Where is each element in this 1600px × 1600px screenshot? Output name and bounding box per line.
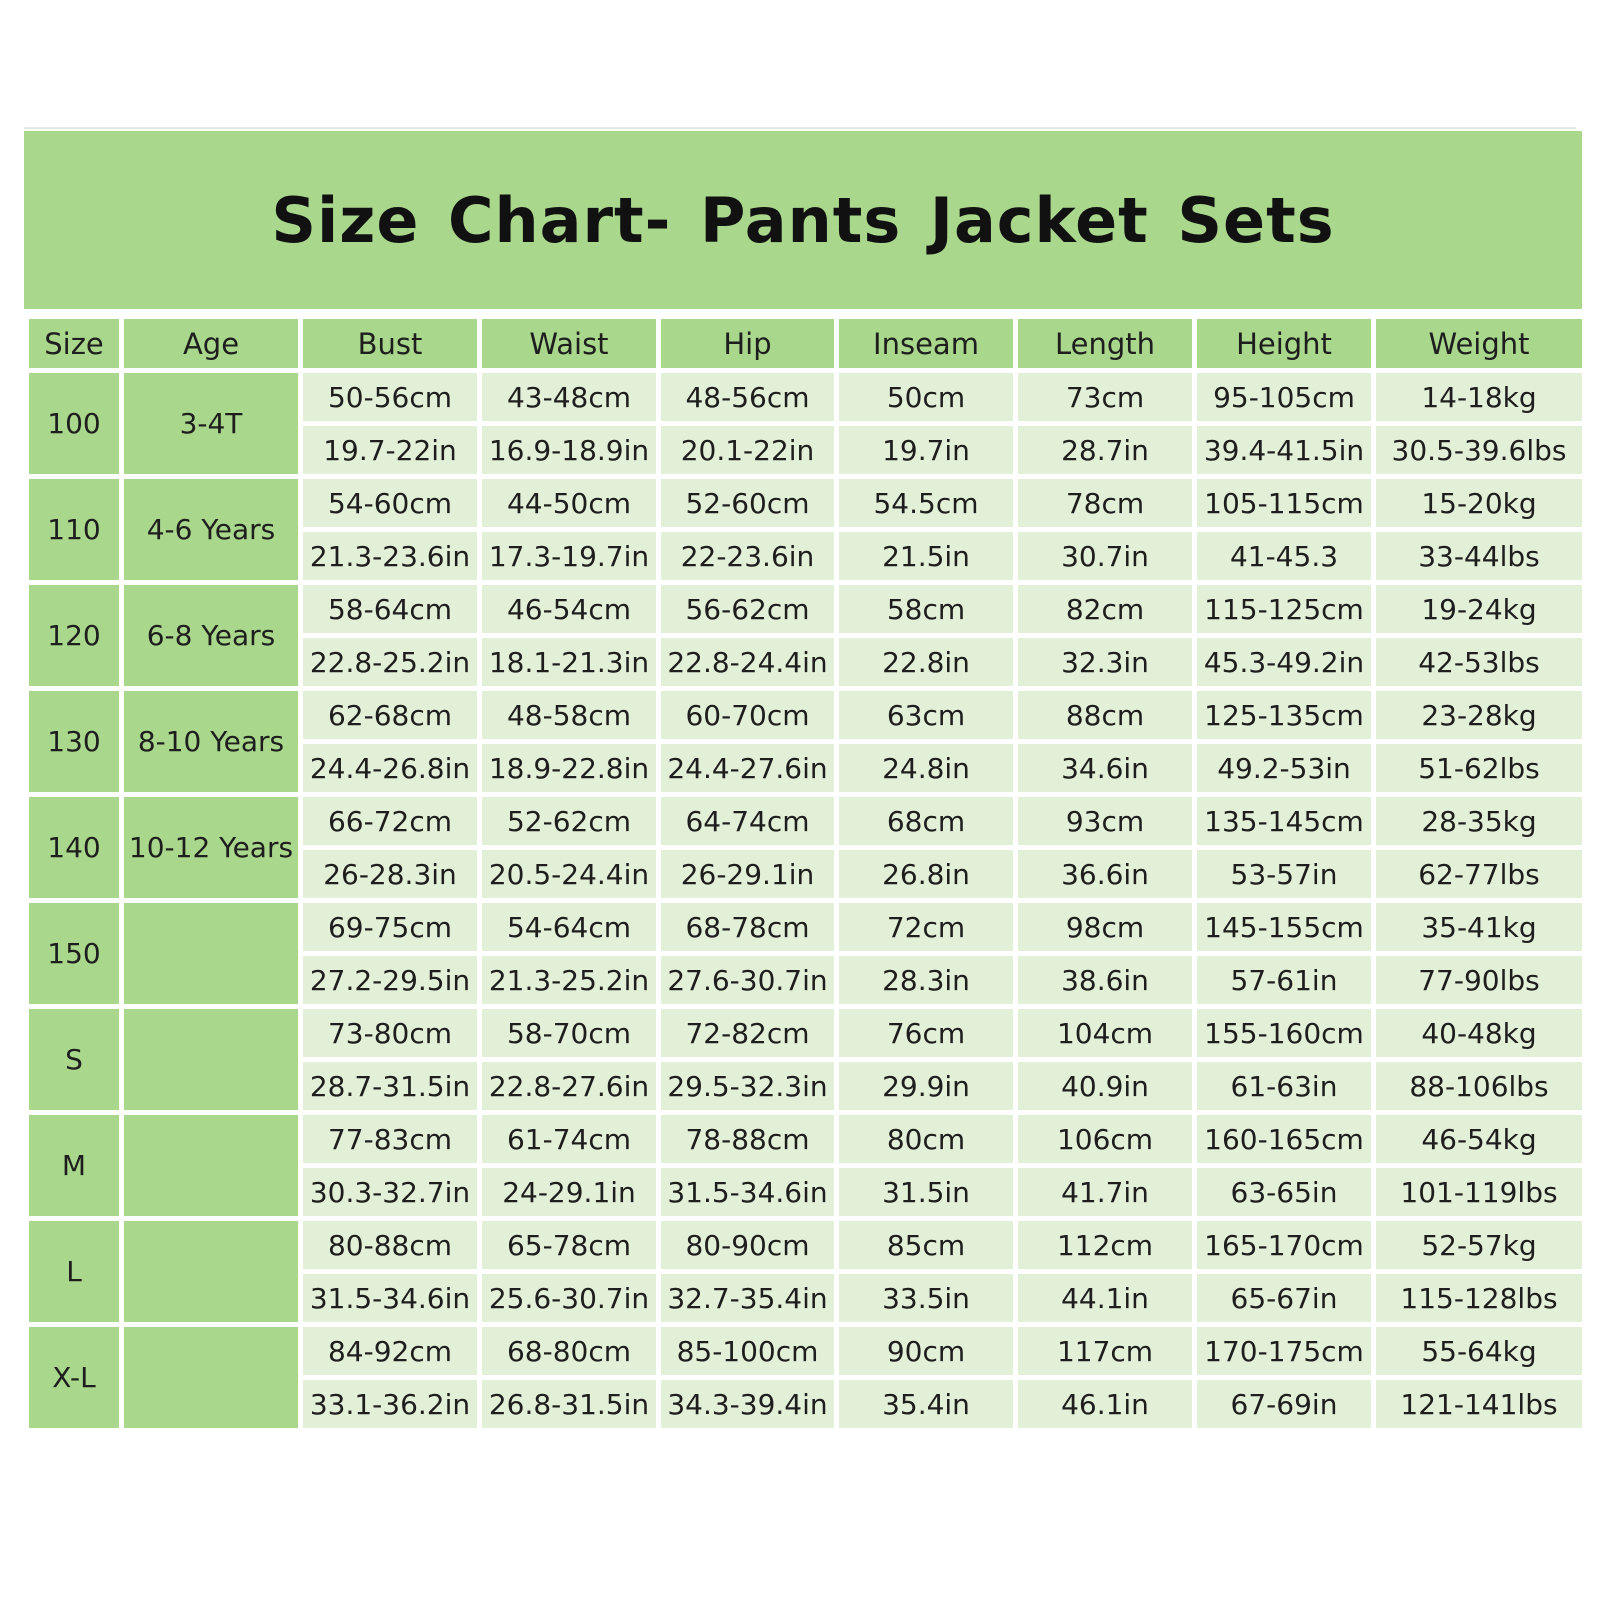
bust-in-cell: 26-28.3in <box>301 848 480 901</box>
height-cm-cell: 155-160cm <box>1195 1007 1374 1060</box>
height-cm-cell: 145-155cm <box>1195 901 1374 954</box>
weight-cm-cell: 40-48kg <box>1374 1007 1585 1060</box>
age-cell <box>122 1007 301 1113</box>
size-cell: 110 <box>27 477 122 583</box>
length-in-cell: 40.9in <box>1016 1060 1195 1113</box>
weight-cm-cell: 28-35kg <box>1374 795 1585 848</box>
hip-cm-cell: 85-100cm <box>659 1325 837 1378</box>
length-cm-cell: 73cm <box>1016 371 1195 424</box>
age-cell: 8-10 Years <box>122 689 301 795</box>
table-row <box>27 1219 1585 1272</box>
weight-cm-cell: 14-18kg <box>1374 371 1585 424</box>
height-cm-cell: 135-145cm <box>1195 795 1374 848</box>
inseam-in-cell: 21.5in <box>837 530 1016 583</box>
weight-in-cell: 42-53lbs <box>1374 636 1585 689</box>
bust-in-cell: 28.7-31.5in <box>301 1060 480 1113</box>
weight-cm-cell: 19-24kg <box>1374 583 1585 636</box>
inseam-in-cell: 24.8in <box>837 742 1016 795</box>
height-in-cell: 41-45.3 <box>1195 530 1374 583</box>
height-cm-cell: 170-175cm <box>1195 1325 1374 1378</box>
hip-cm-cell: 68-78cm <box>659 901 837 954</box>
inseam-cm-cell: 80cm <box>837 1113 1016 1166</box>
bust-cm-cell: 54-60cm <box>301 477 480 530</box>
length-cm-cell: 93cm <box>1016 795 1195 848</box>
weight-cm-cell: 15-20kg <box>1374 477 1585 530</box>
waist-in-cell: 24-29.1in <box>480 1166 659 1219</box>
size-cell: 150 <box>27 901 122 1007</box>
title-banner <box>24 131 1582 309</box>
length-in-cell: 44.1in <box>1016 1272 1195 1325</box>
waist-cm-cell: 54-64cm <box>480 901 659 954</box>
table-body <box>27 371 1585 1431</box>
bust-in-cell: 22.8-25.2in <box>301 636 480 689</box>
column-header-age: Age <box>122 317 301 371</box>
inseam-cm-cell: 72cm <box>837 901 1016 954</box>
bust-in-cell: 21.3-23.6in <box>301 530 480 583</box>
weight-in-cell: 30.5-39.6lbs <box>1374 424 1585 477</box>
weight-cm-cell: 23-28kg <box>1374 689 1585 742</box>
table-row <box>27 901 1585 954</box>
hip-cm-cell: 48-56cm <box>659 371 837 424</box>
size-cell: X-L <box>27 1325 122 1431</box>
bust-cm-cell: 84-92cm <box>301 1325 480 1378</box>
height-in-cell: 57-61in <box>1195 954 1374 1007</box>
hip-in-cell: 34.3-39.4in <box>659 1378 837 1431</box>
waist-cm-cell: 44-50cm <box>480 477 659 530</box>
bust-in-cell: 27.2-29.5in <box>301 954 480 1007</box>
table-row <box>27 1113 1585 1166</box>
length-cm-cell: 112cm <box>1016 1219 1195 1272</box>
length-in-cell: 46.1in <box>1016 1378 1195 1431</box>
age-cell <box>122 901 301 1007</box>
height-in-cell: 67-69in <box>1195 1378 1374 1431</box>
length-in-cell: 38.6in <box>1016 954 1195 1007</box>
inseam-cm-cell: 58cm <box>837 583 1016 636</box>
column-header-size: Size <box>27 317 122 371</box>
hip-in-cell: 24.4-27.6in <box>659 742 837 795</box>
age-cell: 10-12 Years <box>122 795 301 901</box>
weight-cm-cell: 46-54kg <box>1374 1113 1585 1166</box>
height-cm-cell: 160-165cm <box>1195 1113 1374 1166</box>
bust-in-cell: 33.1-36.2in <box>301 1378 480 1431</box>
height-cm-cell: 105-115cm <box>1195 477 1374 530</box>
height-cm-cell: 125-135cm <box>1195 689 1374 742</box>
weight-in-cell: 88-106lbs <box>1374 1060 1585 1113</box>
length-in-cell: 34.6in <box>1016 742 1195 795</box>
column-header-length: Length <box>1016 317 1195 371</box>
size-cell: 100 <box>27 371 122 477</box>
age-cell <box>122 1113 301 1219</box>
inseam-cm-cell: 54.5cm <box>837 477 1016 530</box>
length-cm-cell: 78cm <box>1016 477 1195 530</box>
height-in-cell: 45.3-49.2in <box>1195 636 1374 689</box>
height-cm-cell: 165-170cm <box>1195 1219 1374 1272</box>
waist-cm-cell: 46-54cm <box>480 583 659 636</box>
height-in-cell: 49.2-53in <box>1195 742 1374 795</box>
height-cm-cell: 95-105cm <box>1195 371 1374 424</box>
inseam-in-cell: 19.7in <box>837 424 1016 477</box>
waist-in-cell: 16.9-18.9in <box>480 424 659 477</box>
length-cm-cell: 104cm <box>1016 1007 1195 1060</box>
length-cm-cell: 117cm <box>1016 1325 1195 1378</box>
hip-cm-cell: 80-90cm <box>659 1219 837 1272</box>
length-cm-cell: 106cm <box>1016 1113 1195 1166</box>
inseam-in-cell: 33.5in <box>837 1272 1016 1325</box>
bust-in-cell: 24.4-26.8in <box>301 742 480 795</box>
inseam-in-cell: 31.5in <box>837 1166 1016 1219</box>
inseam-in-cell: 22.8in <box>837 636 1016 689</box>
height-in-cell: 63-65in <box>1195 1166 1374 1219</box>
weight-cm-cell: 52-57kg <box>1374 1219 1585 1272</box>
weight-cm-cell: 55-64kg <box>1374 1325 1585 1378</box>
waist-cm-cell: 61-74cm <box>480 1113 659 1166</box>
size-cell: 130 <box>27 689 122 795</box>
top-divider <box>24 127 1576 129</box>
waist-cm-cell: 58-70cm <box>480 1007 659 1060</box>
hip-in-cell: 32.7-35.4in <box>659 1272 837 1325</box>
hip-cm-cell: 72-82cm <box>659 1007 837 1060</box>
inseam-cm-cell: 68cm <box>837 795 1016 848</box>
weight-in-cell: 62-77lbs <box>1374 848 1585 901</box>
hip-in-cell: 20.1-22in <box>659 424 837 477</box>
weight-in-cell: 101-119lbs <box>1374 1166 1585 1219</box>
size-cell: M <box>27 1113 122 1219</box>
length-cm-cell: 82cm <box>1016 583 1195 636</box>
bust-cm-cell: 80-88cm <box>301 1219 480 1272</box>
column-header-hip: Hip <box>659 317 837 371</box>
age-cell <box>122 1219 301 1325</box>
age-cell: 3-4T <box>122 371 301 477</box>
column-header-inseam: Inseam <box>837 317 1016 371</box>
waist-in-cell: 18.1-21.3in <box>480 636 659 689</box>
length-in-cell: 30.7in <box>1016 530 1195 583</box>
hip-in-cell: 27.6-30.7in <box>659 954 837 1007</box>
inseam-cm-cell: 63cm <box>837 689 1016 742</box>
bust-cm-cell: 77-83cm <box>301 1113 480 1166</box>
bust-in-cell: 30.3-32.7in <box>301 1166 480 1219</box>
length-in-cell: 41.7in <box>1016 1166 1195 1219</box>
waist-cm-cell: 65-78cm <box>480 1219 659 1272</box>
bust-cm-cell: 50-56cm <box>301 371 480 424</box>
inseam-cm-cell: 90cm <box>837 1325 1016 1378</box>
column-header-height: Height <box>1195 317 1374 371</box>
page-title: Size Chart- Pants Jacket Sets <box>271 183 1335 257</box>
header-row <box>27 317 1585 371</box>
size-cell: 140 <box>27 795 122 901</box>
waist-in-cell: 26.8-31.5in <box>480 1378 659 1431</box>
waist-cm-cell: 48-58cm <box>480 689 659 742</box>
hip-cm-cell: 52-60cm <box>659 477 837 530</box>
table-row <box>27 795 1585 848</box>
height-in-cell: 65-67in <box>1195 1272 1374 1325</box>
table-row <box>27 583 1585 636</box>
inseam-cm-cell: 50cm <box>837 371 1016 424</box>
hip-cm-cell: 78-88cm <box>659 1113 837 1166</box>
hip-cm-cell: 56-62cm <box>659 583 837 636</box>
weight-in-cell: 77-90lbs <box>1374 954 1585 1007</box>
waist-cm-cell: 52-62cm <box>480 795 659 848</box>
hip-in-cell: 29.5-32.3in <box>659 1060 837 1113</box>
table-row <box>27 689 1585 742</box>
length-cm-cell: 98cm <box>1016 901 1195 954</box>
height-in-cell: 53-57in <box>1195 848 1374 901</box>
bust-cm-cell: 58-64cm <box>301 583 480 636</box>
waist-in-cell: 25.6-30.7in <box>480 1272 659 1325</box>
weight-cm-cell: 35-41kg <box>1374 901 1585 954</box>
column-header-bust: Bust <box>301 317 480 371</box>
length-in-cell: 36.6in <box>1016 848 1195 901</box>
waist-in-cell: 20.5-24.4in <box>480 848 659 901</box>
inseam-cm-cell: 85cm <box>837 1219 1016 1272</box>
waist-cm-cell: 43-48cm <box>480 371 659 424</box>
table-row <box>27 1007 1585 1060</box>
age-cell: 4-6 Years <box>122 477 301 583</box>
height-cm-cell: 115-125cm <box>1195 583 1374 636</box>
inseam-in-cell: 35.4in <box>837 1378 1016 1431</box>
hip-cm-cell: 64-74cm <box>659 795 837 848</box>
waist-in-cell: 17.3-19.7in <box>480 530 659 583</box>
hip-in-cell: 31.5-34.6in <box>659 1166 837 1219</box>
hip-in-cell: 26-29.1in <box>659 848 837 901</box>
weight-in-cell: 51-62lbs <box>1374 742 1585 795</box>
weight-in-cell: 121-141lbs <box>1374 1378 1585 1431</box>
column-header-waist: Waist <box>480 317 659 371</box>
table-row <box>27 1325 1585 1378</box>
height-in-cell: 39.4-41.5in <box>1195 424 1374 477</box>
size-chart-table <box>24 314 1587 1433</box>
size-cell: L <box>27 1219 122 1325</box>
hip-in-cell: 22.8-24.4in <box>659 636 837 689</box>
bust-in-cell: 19.7-22in <box>301 424 480 477</box>
age-cell: 6-8 Years <box>122 583 301 689</box>
bust-cm-cell: 66-72cm <box>301 795 480 848</box>
bust-cm-cell: 62-68cm <box>301 689 480 742</box>
length-in-cell: 32.3in <box>1016 636 1195 689</box>
waist-in-cell: 22.8-27.6in <box>480 1060 659 1113</box>
table-row <box>27 371 1585 424</box>
inseam-cm-cell: 76cm <box>837 1007 1016 1060</box>
weight-in-cell: 115-128lbs <box>1374 1272 1585 1325</box>
waist-in-cell: 21.3-25.2in <box>480 954 659 1007</box>
weight-in-cell: 33-44lbs <box>1374 530 1585 583</box>
waist-in-cell: 18.9-22.8in <box>480 742 659 795</box>
waist-cm-cell: 68-80cm <box>480 1325 659 1378</box>
size-cell: 120 <box>27 583 122 689</box>
length-cm-cell: 88cm <box>1016 689 1195 742</box>
size-cell: S <box>27 1007 122 1113</box>
hip-cm-cell: 60-70cm <box>659 689 837 742</box>
inseam-in-cell: 29.9in <box>837 1060 1016 1113</box>
length-in-cell: 28.7in <box>1016 424 1195 477</box>
age-cell <box>122 1325 301 1431</box>
inseam-in-cell: 28.3in <box>837 954 1016 1007</box>
table-row <box>27 477 1585 530</box>
hip-in-cell: 22-23.6in <box>659 530 837 583</box>
bust-cm-cell: 69-75cm <box>301 901 480 954</box>
bust-cm-cell: 73-80cm <box>301 1007 480 1060</box>
height-in-cell: 61-63in <box>1195 1060 1374 1113</box>
inseam-in-cell: 26.8in <box>837 848 1016 901</box>
bust-in-cell: 31.5-34.6in <box>301 1272 480 1325</box>
column-header-weight: Weight <box>1374 317 1585 371</box>
